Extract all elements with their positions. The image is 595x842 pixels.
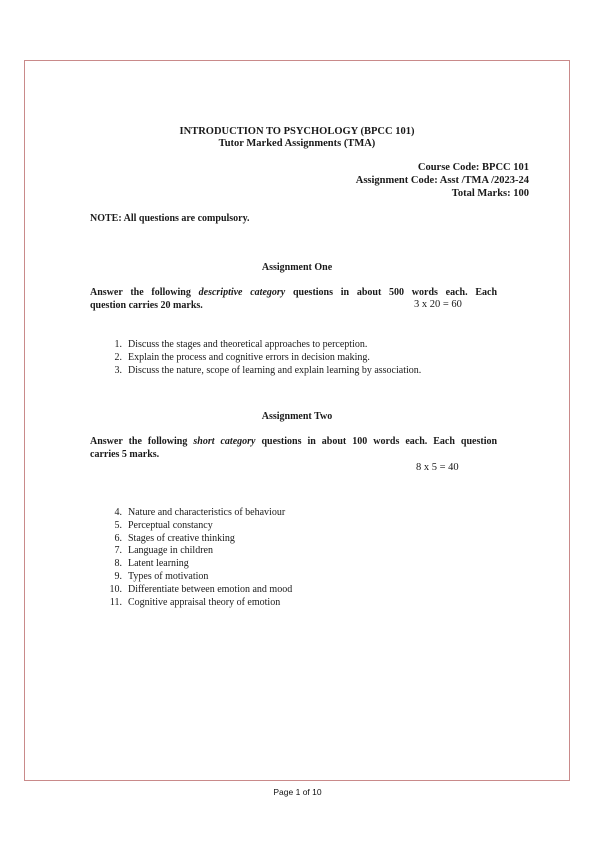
question-text: Latent learning: [128, 558, 189, 570]
instruction-line-2: carries 5 marks.: [90, 448, 160, 460]
document-title: INTRODUCTION TO PSYCHOLOGY (BPCC 101): [179, 126, 415, 137]
question-item: [106, 339, 421, 352]
assignment-one-marks: 3 x 20 = 60: [414, 299, 462, 310]
question-text: Stages of creative thinking: [128, 532, 235, 544]
course-code: Course Code: BPCC 101: [417, 162, 529, 173]
question-text: Language in children: [128, 545, 213, 557]
assignment-two-instruction: [90, 436, 497, 461]
question-number: 5.: [114, 519, 122, 531]
question-number: 10.: [109, 583, 122, 595]
question-item: [106, 571, 292, 584]
question-number: 2.: [114, 351, 122, 363]
question-number: 1.: [114, 339, 122, 350]
question-item: [106, 352, 421, 365]
question-item: [106, 584, 292, 597]
note-text: NOTE: All questions are compulsory.: [90, 213, 250, 224]
question-number: 8.: [114, 558, 122, 570]
question-number: 6.: [114, 532, 122, 544]
assignment-code: Assignment Code: Asst /TMA /2023-24: [355, 175, 529, 186]
question-number: 3.: [114, 364, 122, 376]
question-item: [106, 545, 292, 558]
question-text: Types of motivation: [128, 570, 209, 582]
question-text: Cognitive appraisal theory of emotion: [128, 596, 281, 608]
question-number: 11.: [109, 596, 122, 608]
page-number: Page 1 of 10: [273, 787, 322, 797]
question-number: 9.: [114, 570, 122, 582]
question-item: [106, 520, 292, 533]
question-number: 7.: [114, 545, 122, 557]
document-subtitle: Tutor Marked Assignments (TMA): [218, 138, 376, 149]
assignment-one-questions: [106, 339, 421, 377]
question-number: 4.: [114, 507, 122, 518]
question-text: Perceptual constancy: [128, 519, 213, 531]
question-text: Nature and characteristics of behaviour: [128, 507, 286, 518]
question-item: [106, 597, 292, 610]
question-text: Discuss the nature, scope of learning and explain learning by association.: [128, 364, 422, 376]
instruction-line-2: question carries 20 marks.: [90, 299, 203, 311]
question-item: [106, 558, 292, 571]
assignment-two-heading: Assignment Two: [261, 411, 333, 422]
assignment-two-marks: 8 x 5 = 40: [416, 462, 459, 473]
instruction-line-1: Answer the following short category questions in about 100 words each. Each question: [90, 436, 498, 447]
question-item: [106, 365, 421, 378]
total-marks: Total Marks: 100: [451, 188, 529, 199]
question-text: Differentiate between emotion and mood: [128, 583, 293, 595]
question-item: [106, 507, 292, 520]
assignment-one-heading: Assignment One: [261, 262, 333, 273]
question-item: [106, 533, 292, 546]
question-text: Discuss the stages and theoretical approaches to perception.: [128, 339, 368, 350]
question-text: Explain the process and cognitive errors in decision making.: [128, 351, 370, 363]
instruction-line-1: Answer the following descriptive category questions in about 500 words each. Each: [90, 287, 498, 298]
assignment-two-questions: [106, 507, 292, 609]
